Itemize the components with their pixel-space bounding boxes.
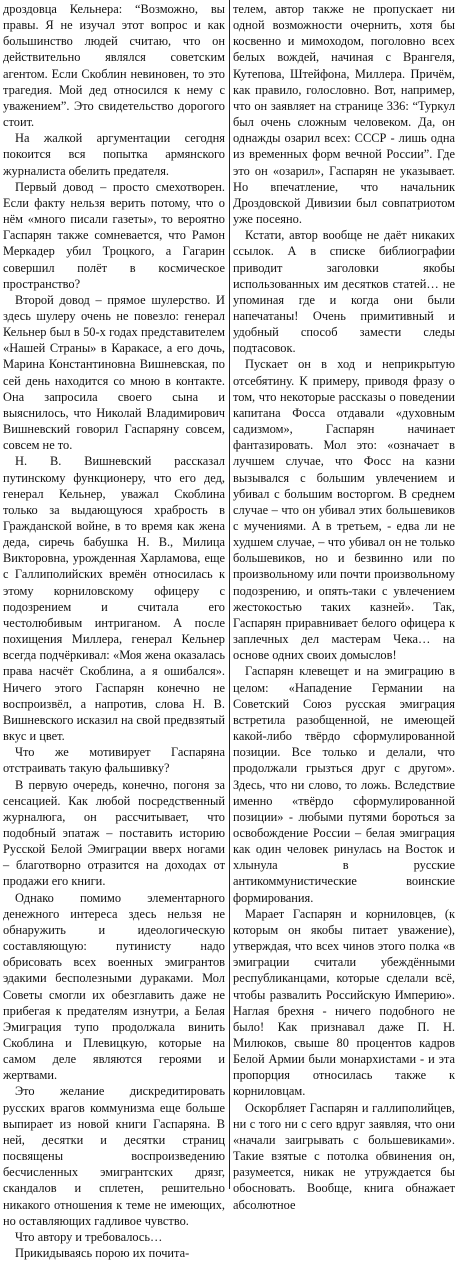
paragraph: Кстати, автор вообще не даёт никаких ссылок. А в списке библиографии приводит заголовки якобы использованных им десятков статей… не упоминая где и когда они были напечатаны! Очень примитивный и удобный способ замести следы подтасовок. <box>233 228 455 356</box>
paragraph: В первую очередь, конечно, погоня за сенсацией. Как любой посредственный журналюга, он рассчитывает, что подобный эпатаж – поставить историю Русской Белой Эмиграции вверх ногами – благотворно отразится на доходах от продажи его книги. <box>3 777 225 889</box>
paragraph: Это желание дискредитировать русских врагов коммунизма еще больше выпирает из новой книги Гаспаряна. В ней, десятки и десятки страниц посвящены воспроизведению бесчисленных эмигрантских дрязг, скандалов и сплетен, решительно никакого отношения к теме не имеющих, но оставляющих гадливое чувство. <box>3 1084 225 1228</box>
paragraph: Первый довод – просто смехотворен. Если факту нельзя верить потому, что о нём «много писали газеты», то вероятно Гаспарян также сомневается, что Рамон Меркадер убил Троцкого, а Гагарин совершил полёт в космическое пространство? <box>3 179 225 291</box>
paragraph: Однако помимо элементарного денежного интереса здесь нельзя не обнаружить и идеологическую составляющую: путинисту надо обрисовать всех военных эмигрантов эдакими бесполезными дураками. Мол Советы смогли их обезглавить даже не прибегая к предателям изнутри, а Белая Эмиграция тупо продолжала винить Скоблина и Плевицкую, которые на самом деле являются героями и жертвами. <box>3 890 225 1083</box>
paragraph: телем, автор также не пропускает ни одной возможности очернить, хотя бы косвенно и мимоходом, поголовно всех белых вождей, начиная с Врангеля, Кутепова, Штейфона, Миллера. Причём, как правило, голословно. Вот, например, что он заявляет на странице 336: “Туркул был очень сложным человеком. Да, он однажды озарил всех: СССР - лишь одна из временных форм вечной России”. Где это он «озарил», Гаспарян не указывает. Но впечатление, что начальник Дроздовской Дивизии был совпатриотом уже посеяно. <box>233 2 455 227</box>
paragraph: Прикидываясь порою их почита- <box>15 1246 190 1261</box>
text-column-left <box>3 1 225 1261</box>
paragraph: Что же мотивирует Гаспаряна отстраивать такую фальшивку? <box>3 745 225 776</box>
paragraph: Гаспарян клевещет и на эмиграцию в целом: «Нападение Германии на Советский Союз русская эмиграция встретила разобщенной, не имеющей какой-либо твёрдо сформулированной позиции. Все только и делали, что продолжали грызться друг с другом». Здесь, что ни слово, то ложь. Вследствие именно «твёрдо сформулированной позиции» - любыми путями бороться за освобождение России – белая эмиграция как один человек ринулась на Восток и хлынула в русские антикоммунистические воинские формирования. <box>233 664 455 905</box>
paragraph: На жалкой аргументации сегодня покоится вся попытка армянского журналиста обелить предателя. <box>3 131 225 178</box>
paragraph: Оскорбляет Гаспарян и галлиполийцев, ни с того ни с сего вдруг заявляя, что они «начали заигрывать с большевиками». Такие взятые с потолка обвинения он, разумеется, никак не утруждается бы обосновать. Вообще, книга обнажает абсолютное <box>233 1100 455 1212</box>
paragraph: дроздовца Кельнера: “Возможно, вы правы. Я не изучал этот вопрос и как большинство людей считаю, что он действительно являлся советским агентом. Если Скоблин невиновен, то это трагедия. Мой дед относился к нему с уважением”. Это свидетельство дорогого стоит. <box>3 2 225 130</box>
paragraph: Пускает он в ход и неприкрытую отсебятину. К примеру, приводя фразу о том, что некоторые рассказы о поведении капитана Фосса отдавали «духовным садизмом», Гаспарян начинает фантазировать. Мол это: «означает в лучшем случае, что Фосс на казни вызывался с большим увлечением и убивал с большим восторгом. В среднем случае – что он убивал этих большевиков с мучениями. А в третьем, - едва ли не худшем случае, – что убивал он не только большевиков, но и безвинно или по произвольному или почти произвольному подозрению, и опять-таки с увлечением жестокостью таких казней». Так, Гаспарян приравнивает белого офицера к заплечных дел мастерам Чека… на основе одних своих домыслов! <box>233 357 455 663</box>
paragraph: Что автору и требовалось… <box>15 1229 163 1244</box>
text-column-right <box>233 1 455 1212</box>
column-divider <box>229 0 230 1189</box>
paragraph: Второй довод – прямое шулерство. И здесь шулеру очень не повезло: генерал Кельнер был в 50-х годах представителем «Нашей Страны» в Каракасе, а его дочь, Марина Константиновна Вишневская, по сей день находится со мною в контакте. Она запросила своего сына и выяснилось, что Николай Владимирович Вишневский говорил Гаспаряну совсем, совсем не то. <box>3 292 225 453</box>
paragraph: Н. В. Вишневский рассказал путинскому функционеру, что его дед, генерал Кельнер, уважал Скоблина только за выдающуюся храбрость в Гражданской войне, в то время как жена деда, сиречь бабушка Н. В., Милица Викторовна, урожденная Харламова, еще с Галлиполийских времён относилась к этому корниловскому офицеру с подозрением и считала его честолюбивым интриганом. А после похищения Миллера, генерал Кельнер всегда подчёркивал: «Моя жена оказалась права насчёт Скоблина, а я ошибался». Ничего этого Гаспарян конечно не воспроизвёл, а напротив, слова Н. В. Вишневского исказил на свой предвзятый вкус и цвет. <box>3 454 225 744</box>
paragraph: Марает Гаспарян и корниловцев, (к которым он якобы питает уважение), утверждая, что всех чинов этого полка «в эмиграции считали убеждёнными республиканцами, которые сделали всё, чтобы развалить Российскую Империю». Наглая брехня - ничего подобного не было! Как признавал даже П. Н. Милюков, свыше 80 процентов кадров Белой Армии были монархистами - и эта пропорция относилась также к корниловцам. <box>233 906 455 1099</box>
